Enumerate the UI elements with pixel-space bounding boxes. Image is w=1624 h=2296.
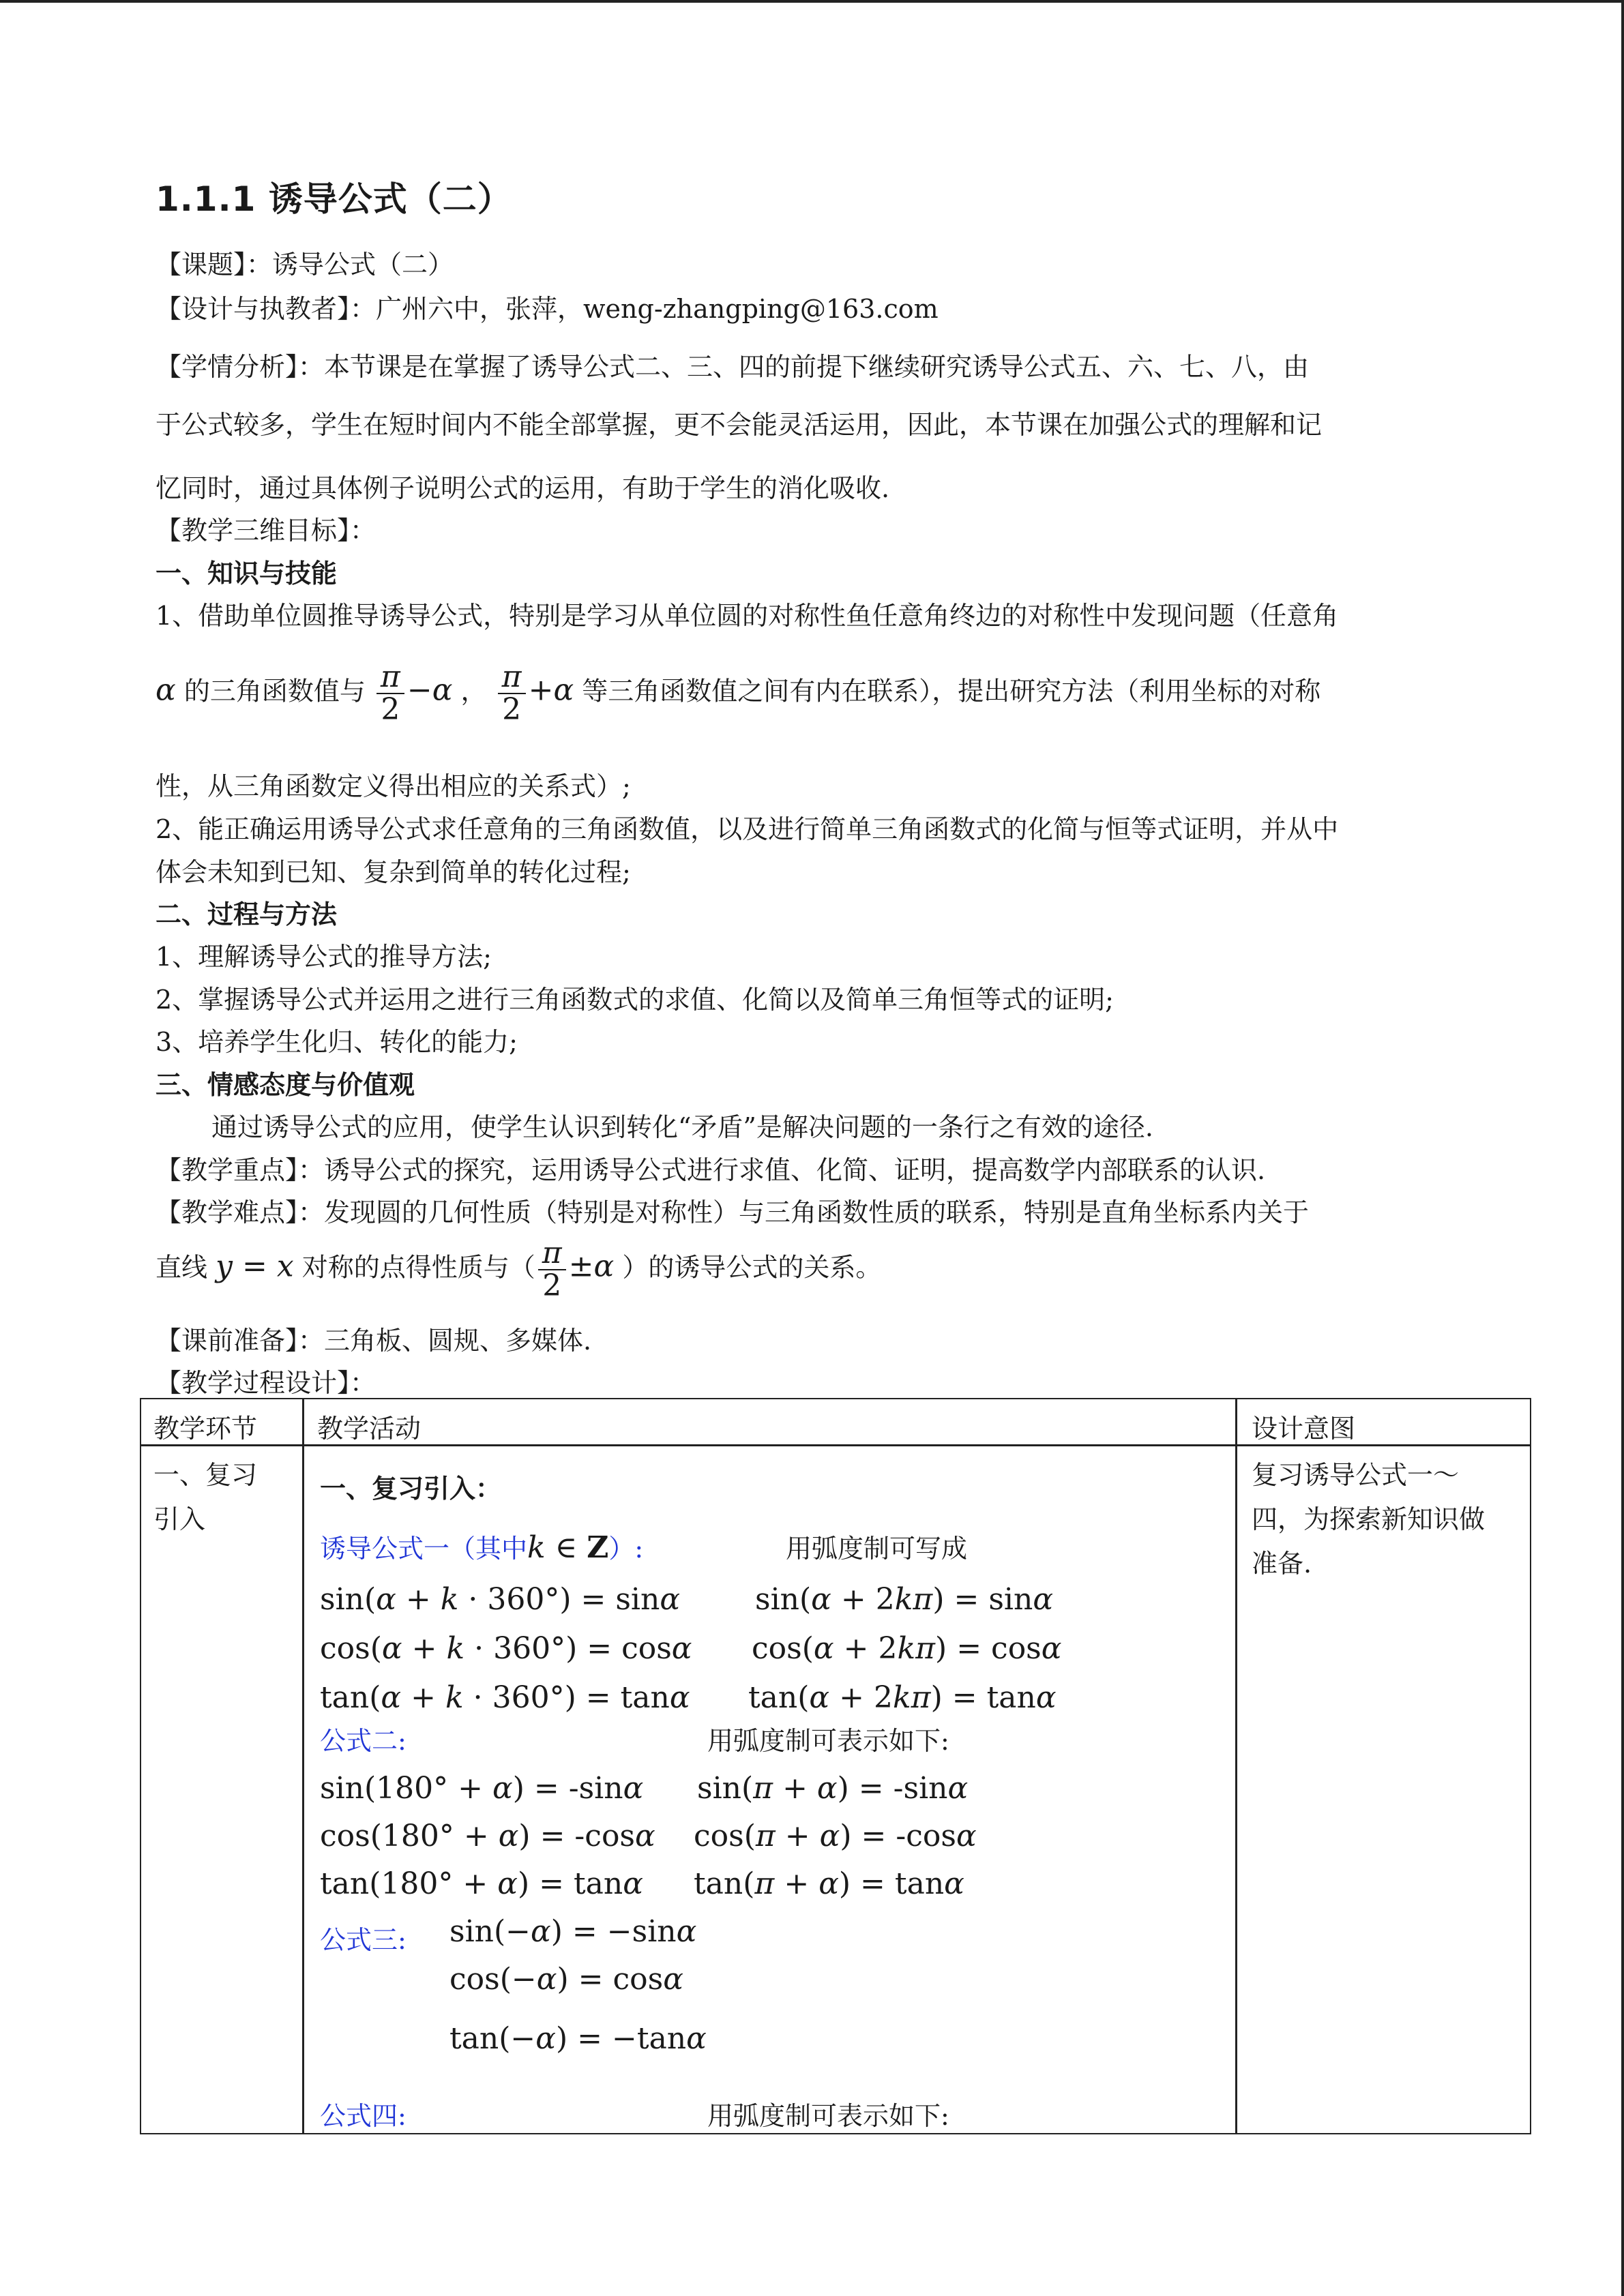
- knowledge-item2-line1: 2、能正确运用诱导公式求任意角的三角函数值，以及进行简单三角函数式的化简与恒等式证明，并从中: [156, 814, 1339, 844]
- formula3-cos: cos(−α) = cosα: [449, 1962, 683, 1997]
- attitude-text: 通过诱导公式的应用，使学生认识到转化“矛盾”是解决问题的一条行之有效的途径.: [211, 1112, 1153, 1142]
- key-points-line: 【教学重点】：诱导公式的探究，运用诱导公式进行求值、化简、证明，提高数学内部联系的认识.: [156, 1155, 1266, 1185]
- pi-over-2-fraction-2: $\frac{\pi}{2}$: [498, 661, 526, 726]
- difficulties-line-2: 直线 y = x 对称的点得性质与（ $\frac{\pi}{2}$ ±α ）的诱导公式的关系。: [156, 1236, 882, 1304]
- formula2-sin-rad: sin(π + α) = -sinα: [697, 1771, 969, 1806]
- table-col-divider-1: [302, 1399, 304, 2133]
- formula4-label: 公式四:: [320, 2101, 407, 2131]
- formula2-tan-deg: tan(180° + α) = tanα: [320, 1866, 643, 1901]
- table-col-divider-2: [1235, 1399, 1237, 2133]
- formula1-cos-deg: cos(α + k · 360°) = cosα: [320, 1631, 692, 1666]
- difficulties-line2-c: ）的诱导公式的关系。: [622, 1252, 882, 1283]
- difficulties-line2-a: 直线: [156, 1252, 208, 1283]
- formula1-alt-label: 用弧度制可写成: [786, 1534, 968, 1564]
- prep-line: 【课前准备】：三角板、圆规、多媒体.: [156, 1326, 592, 1356]
- intent-line-2: 四，为探索新知识做: [1252, 1504, 1486, 1534]
- knowledge-item1-line2-b: 等三角函数值之间有内在联系），提出研究方法（利用坐标的对称: [582, 676, 1321, 706]
- difficulties-line-1: 【教学难点】：发现圆的几何性质（特别是对称性）与三角函数性质的联系，特别是直角坐标系内关于: [156, 1197, 1310, 1227]
- formula3-sin: sin(−α) = −sinα: [449, 1914, 697, 1949]
- stage-line-2: 引入: [153, 1504, 206, 1534]
- topic-line: 【课题】：诱导公式（二）: [156, 250, 454, 280]
- formula1-sin-rad: sin(α + 2kπ) = sinα: [755, 1582, 1054, 1617]
- table-header-stage: 教学环节: [153, 1414, 258, 1444]
- alpha-symbol: α: [156, 672, 176, 708]
- process-item1: 1、理解诱导公式的推导方法;: [156, 942, 492, 972]
- formula4-alt-label: 用弧度制可表示如下:: [707, 2101, 949, 2131]
- formula2-sin-deg: sin(180° + α) = -sinα: [320, 1771, 644, 1806]
- knowledge-item1-line2-a: 的三角函数值与: [183, 676, 366, 706]
- section-process-title: 二、过程与方法: [156, 899, 338, 929]
- section-attitude-title: 三、情感态度与价值观: [156, 1070, 415, 1100]
- analysis-line-3: 忆同时，通过具体例子说明公式的运用，有助于学生的消化吸收.: [156, 473, 890, 503]
- table-header-activity: 教学活动: [317, 1414, 422, 1444]
- formula1-label-end: ）:: [608, 1534, 644, 1564]
- formula1-tan-rad: tan(α + 2kπ) = tanα: [748, 1680, 1057, 1715]
- designer-line: 【设计与执教者】：广州六中，张萍，weng-zhangping@163.com: [156, 294, 939, 324]
- activity-title: 一、复习引入：: [320, 1474, 502, 1504]
- difficulties-line2-b: 对称的点得性质与（: [301, 1252, 535, 1283]
- knowledge-item2-line2: 体会未知到已知、复杂到简单的转化过程;: [156, 857, 631, 887]
- formula1-cos-rad: cos(α + 2kπ) = cosα: [752, 1631, 1062, 1666]
- page-title: 1.1.1 诱导公式（二）: [156, 179, 512, 219]
- page-border-top: [0, 0, 1624, 3]
- process-item2: 2、掌握诱导公式并运用之进行三角函数式的求值、化简以及简单三角恒等式的证明;: [156, 985, 1114, 1015]
- line-y-equals-x: y = x: [216, 1249, 294, 1284]
- formula1-tan-deg: tan(α + k · 360°) = tanα: [320, 1680, 690, 1715]
- formula1-label: 诱导公式一（其中: [320, 1534, 528, 1564]
- pi-over-2-fraction: $\frac{\pi}{2}$: [377, 661, 404, 726]
- formula2-cos-rad: cos(π + α) = -cosα: [694, 1819, 977, 1853]
- table-header-intent: 设计意图: [1252, 1414, 1356, 1444]
- goals-heading: 【教学三维目标】：: [156, 516, 377, 546]
- formula2-cos-deg: cos(180° + α) = -cosα: [320, 1819, 655, 1853]
- intent-line-1: 复习诱导公式一～: [1252, 1460, 1460, 1490]
- formula2-alt-label: 用弧度制可表示如下:: [707, 1726, 949, 1756]
- formula1-label-row: 诱导公式一（其中k ∈ Z）:: [320, 1530, 644, 1565]
- knowledge-item1-line3: 性，从三角函数定义得出相应的关系式）;: [156, 771, 631, 801]
- process-heading: 【教学过程设计】：: [156, 1368, 377, 1398]
- process-item3: 3、培养学生化归、转化的能力;: [156, 1027, 518, 1057]
- formula3-tan: tan(−α) = −tanα: [449, 2021, 707, 2056]
- page-border-right: [1621, 0, 1624, 2296]
- formula1-sin-deg: sin(α + k · 360°) = sinα: [320, 1582, 681, 1617]
- knowledge-item1-line1: 1、借助单位圆推导诱导公式，特别是学习从单位圆的对称性鱼任意角终边的对称性中发现问题（任意角: [156, 601, 1339, 631]
- lesson-process-table: [140, 1398, 1531, 2134]
- intent-line-3: 准备.: [1252, 1549, 1312, 1579]
- formula3-label: 公式三:: [320, 1925, 407, 1955]
- pi-over-2-fraction-3: $\frac{\pi}{2}$: [538, 1238, 566, 1302]
- formula2-tan-rad: tan(π + α) = tanα: [694, 1866, 964, 1901]
- section-knowledge-title: 一、知识与技能: [156, 558, 338, 588]
- analysis-line-2: 于公式较多，学生在短时间内不能全部掌握，更不会能灵活运用，因此，本节课在加强公式的理解和记: [156, 410, 1323, 440]
- formula2-label: 公式二:: [320, 1726, 407, 1756]
- knowledge-item1-line2: α 的三角函数值与 $\frac{\pi}{2}$ −α ， $\frac{\pi}{2}$ +α 等三角函数值之间有内在联系），提出研究方法（利用坐标的对称: [156, 659, 1321, 728]
- analysis-line-1: 【学情分析】：本节课是在掌握了诱导公式二、三、四的前提下继续研究诱导公式五、六、七、八，由: [156, 352, 1310, 382]
- stage-line-1: 一、复习: [153, 1460, 258, 1490]
